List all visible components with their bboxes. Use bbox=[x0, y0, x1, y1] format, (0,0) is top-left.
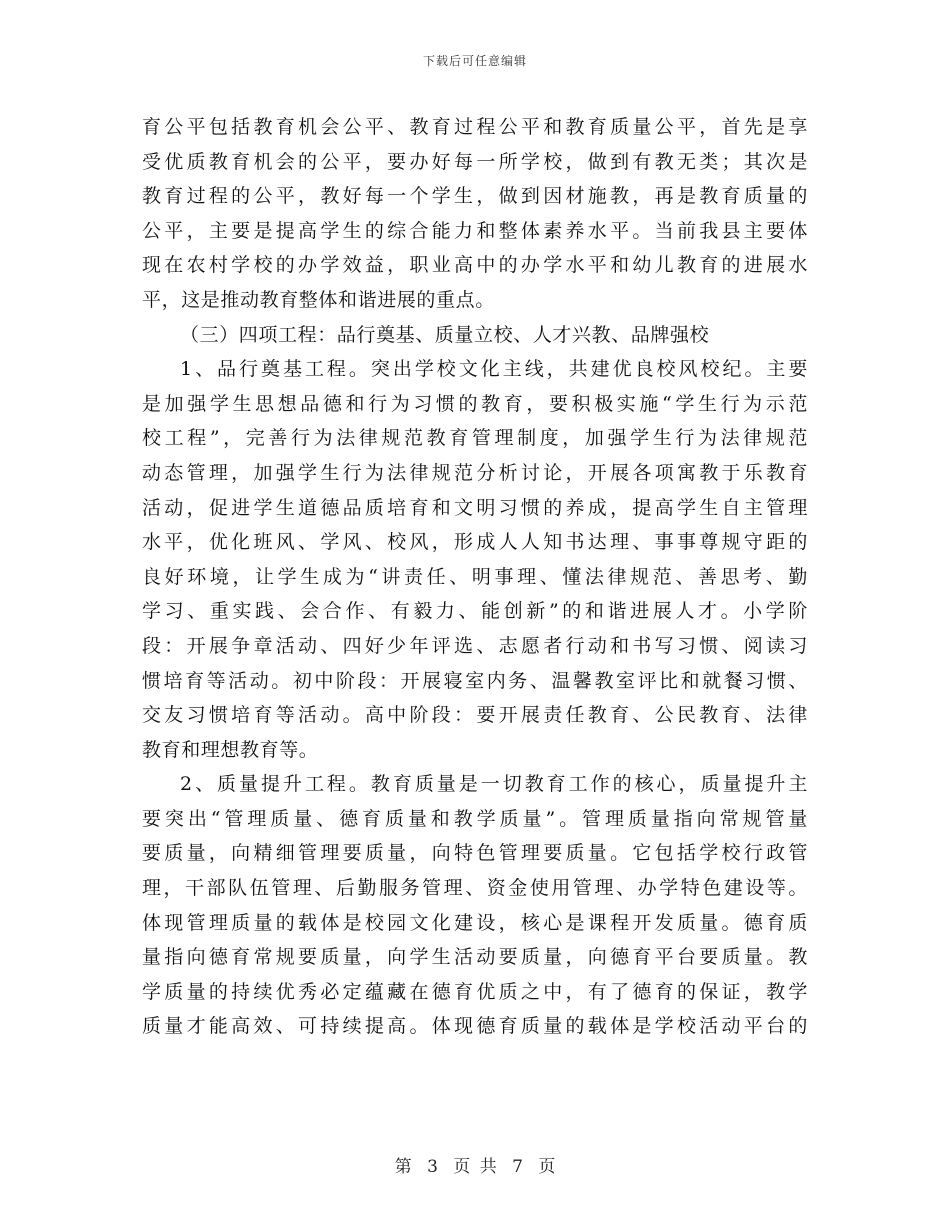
paragraph-line: 是加强学生思想品德和行为习惯的教育，要积极实施“学生行为示范 bbox=[142, 392, 808, 415]
paragraph-line: 学习、重实践、会合作、有毅力、能创新”的和谐进展人才。小学阶 bbox=[142, 600, 808, 623]
total-page-count: 7 bbox=[512, 1157, 523, 1177]
paragraph-line: 教育过程的公平，教好每一个学生，做到因材施教，再是教育质量的 bbox=[142, 185, 808, 208]
footer-suffix: 页 bbox=[538, 1157, 556, 1177]
paragraph-line: 惯培育等活动。初中阶段：开展寝室内务、温馨教室评比和就餐习惯、 bbox=[142, 669, 808, 692]
paragraph-line: 1、品行奠基工程。突出学校文化主线，共建优良校风校纪。主要 bbox=[180, 358, 808, 381]
paragraph-line: 学质量的持续优秀必定蕴藏在德育优质之中，有了德育的保证，教学 bbox=[142, 980, 808, 1003]
footer-middle: 页 共 bbox=[453, 1157, 497, 1177]
paragraph-line: 教育和理想教育等。 bbox=[142, 738, 319, 761]
paragraph-line: 交友习惯培育等活动。高中阶段：要开展责任教育、公民教育、法律 bbox=[142, 704, 808, 727]
paragraph-line: 量指向德育常规要质量，向学生活动要质量，向德育平台要质量。教 bbox=[142, 946, 808, 969]
section-heading: （三）四项工程：品行奠基、质量立校、人才兴教、品牌强校 bbox=[180, 323, 710, 346]
paragraph-line: 水平，优化班风、学风、校风，形成人人知书达理、事事尊规守距的 bbox=[142, 531, 808, 554]
paragraph-line: 受优质教育机会的公平，要办好每一所学校，做到有教无类；其次是 bbox=[142, 150, 808, 173]
page-number-footer bbox=[0, 1152, 950, 1177]
footer-prefix: 第 bbox=[394, 1157, 412, 1177]
paragraph-line: 现在农村学校的办学效益，职业高中的办学水平和幼儿教育的进展水 bbox=[142, 254, 808, 277]
paragraph-line: 要突出“管理质量、德育质量和教学质量”。管理质量指向常规管量 bbox=[142, 807, 808, 830]
paragraph-line: 理，干部队伍管理、后勤服务管理、资金使用管理、办学特色建设等。 bbox=[142, 877, 808, 900]
paragraph-line: 校工程”，完善行为法律规范教育管理制度，加强学生行为法律规范 bbox=[142, 427, 808, 450]
paragraph-line: 活动，促进学生道德品质培育和文明习惯的养成，提高学生自主管理 bbox=[142, 496, 808, 519]
paragraph-line: 要质量，向精细管理要质量，向特色管理要质量。它包括学校行政管 bbox=[142, 842, 808, 865]
paragraph-line: 段：开展争章活动、四好少年评选、志愿者行动和书写习惯、阅读习 bbox=[142, 634, 808, 657]
current-page-number: 3 bbox=[427, 1157, 438, 1177]
paragraph-line: 动态管理，加强学生行为法律规范分析讨论，开展各项寓教于乐教育 bbox=[142, 461, 808, 484]
document-body bbox=[142, 110, 808, 1044]
page-header: 下载后可任意编辑 bbox=[422, 54, 527, 68]
paragraph-line: 质量才能高效、可持续提高。体现德育质量的载体是学校活动平台的 bbox=[142, 1015, 808, 1038]
paragraph-line: 体现管理质量的载体是校园文化建设，核心是课程开发质量。德育质 bbox=[142, 911, 808, 934]
paragraph-line: 良好环境，让学生成为“讲责任、明事理、懂法律规范、善思考、勤 bbox=[142, 565, 808, 588]
paragraph-line: 2、质量提升工程。教育质量是一切教育工作的核心，质量提升主 bbox=[180, 773, 808, 796]
paragraph-line: 平，这是推动教育整体和谐进展的重点。 bbox=[142, 288, 495, 311]
paragraph-line: 公平，主要是提高学生的综合能力和整体素养水平。当前我县主要体 bbox=[142, 219, 808, 242]
paragraph-line: 育公平包括教育机会公平、教育过程公平和教育质量公平，首先是享 bbox=[142, 116, 808, 138]
